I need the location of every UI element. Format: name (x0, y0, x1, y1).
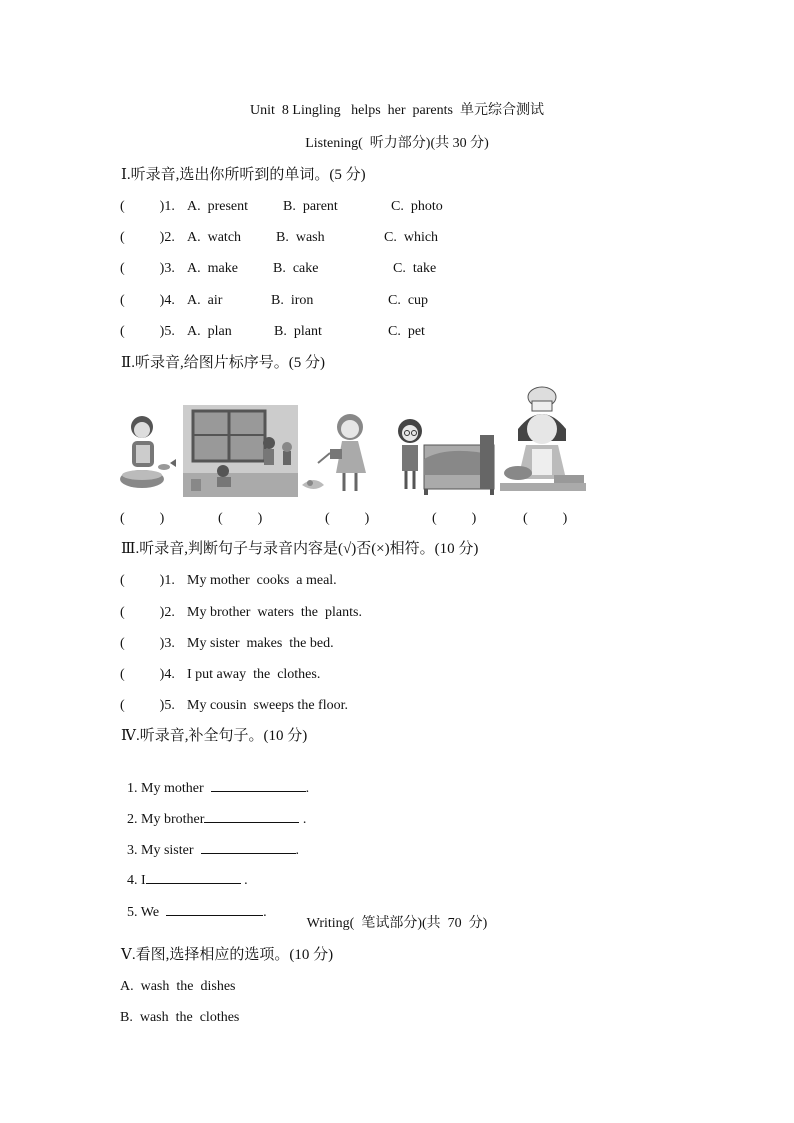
option-b: B. plant (274, 324, 322, 339)
judgement-sentence: I put away the clothes. (187, 667, 321, 682)
answer-bracket: ( )5. (120, 324, 175, 339)
option-c: C. photo (391, 199, 443, 214)
option-c: C. pet (388, 324, 425, 339)
answer-bracket: ( )1. (120, 199, 175, 214)
option-c: C. cup (388, 293, 429, 308)
page-title: Unit 8 Lingling helps her parents 单元综合测试 (250, 103, 544, 118)
answer-bracket: ( )5. (120, 698, 175, 713)
section-2-heading: Ⅱ.听录音,给图片标序号。(5 分) (121, 355, 325, 371)
answer-blank[interactable] (211, 778, 306, 792)
option-b: B. wash (276, 230, 325, 245)
option-a: A. make (187, 261, 238, 276)
sentence-prefix: 1. My mother (127, 781, 211, 796)
answer-bracket: ( )2. (120, 230, 175, 245)
picture-order-bracket: ( ) (523, 511, 568, 526)
answer-bracket: ( )2. (120, 605, 175, 620)
option-a: A. air (187, 293, 223, 308)
judgement-sentence: My cousin sweeps the floor. (187, 698, 348, 713)
answer-blank[interactable] (204, 809, 299, 823)
choice-option: A. wash the dishes (120, 979, 236, 994)
option-a: A. watch (187, 230, 242, 245)
listening-header: Listening( 听力部分)(共 30 分) (305, 136, 489, 151)
sentence-suffix: . (305, 781, 310, 796)
option-a: A. plan (187, 324, 232, 339)
sentence-suffix: . (299, 812, 307, 827)
picture-order-bracket: ( ) (325, 511, 370, 526)
sentence-suffix: . (240, 873, 248, 888)
picture-washing-dishes (118, 405, 180, 497)
judgement-sentence: My mother cooks a meal. (187, 573, 337, 588)
option-c: C. take (393, 261, 437, 276)
sentence-suffix: . (295, 843, 299, 858)
judgement-sentence: My sister makes the bed. (187, 636, 334, 651)
option-c: C. which (384, 230, 439, 245)
option-b: B. parent (283, 199, 338, 214)
answer-bracket: ( )4. (120, 667, 175, 682)
answer-bracket: ( )1. (120, 573, 175, 588)
section-3-heading: Ⅲ.听录音,判断句子与录音内容是(√)否(×)相符。(10 分) (121, 541, 479, 557)
picture-order-bracket: ( ) (432, 511, 477, 526)
answer-bracket: ( )3. (120, 261, 175, 276)
picture-watering-plants (300, 405, 382, 497)
sentence-prefix: 4. I (127, 873, 146, 888)
picture-order-bracket: ( ) (218, 511, 263, 526)
section-4-heading: Ⅳ.听录音,补全句子。(10 分) (121, 728, 308, 744)
section-5-heading: Ⅴ.看图,选择相应的选项。(10 分) (121, 947, 334, 963)
picture-making-bed (388, 405, 498, 497)
choice-option: B. wash the clothes (120, 1010, 240, 1025)
sentence-prefix: 2. My brother (127, 812, 205, 827)
picture-order-bracket: ( ) (120, 511, 165, 526)
judgement-sentence: My brother waters the plants. (187, 605, 362, 620)
option-a: A. present (187, 199, 249, 214)
sentence-prefix: 3. My sister (127, 843, 201, 858)
sentence-prefix: 5. We (127, 905, 167, 920)
picture-cleaning-room (183, 405, 298, 497)
section-1-heading: Ⅰ.听录音,选出你所听到的单词。(5 分) (121, 167, 366, 183)
answer-blank[interactable] (146, 870, 241, 884)
writing-header: Writing( 笔试部分)(共 70 分) (306, 916, 488, 931)
answer-bracket: ( )3. (120, 636, 175, 651)
answer-blank[interactable] (166, 902, 263, 916)
picture-cooking-meal (496, 383, 588, 495)
option-b: B. cake (273, 261, 319, 276)
sentence-suffix: . (263, 905, 267, 920)
option-b: B. iron (271, 293, 314, 308)
answer-bracket: ( )4. (120, 293, 175, 308)
